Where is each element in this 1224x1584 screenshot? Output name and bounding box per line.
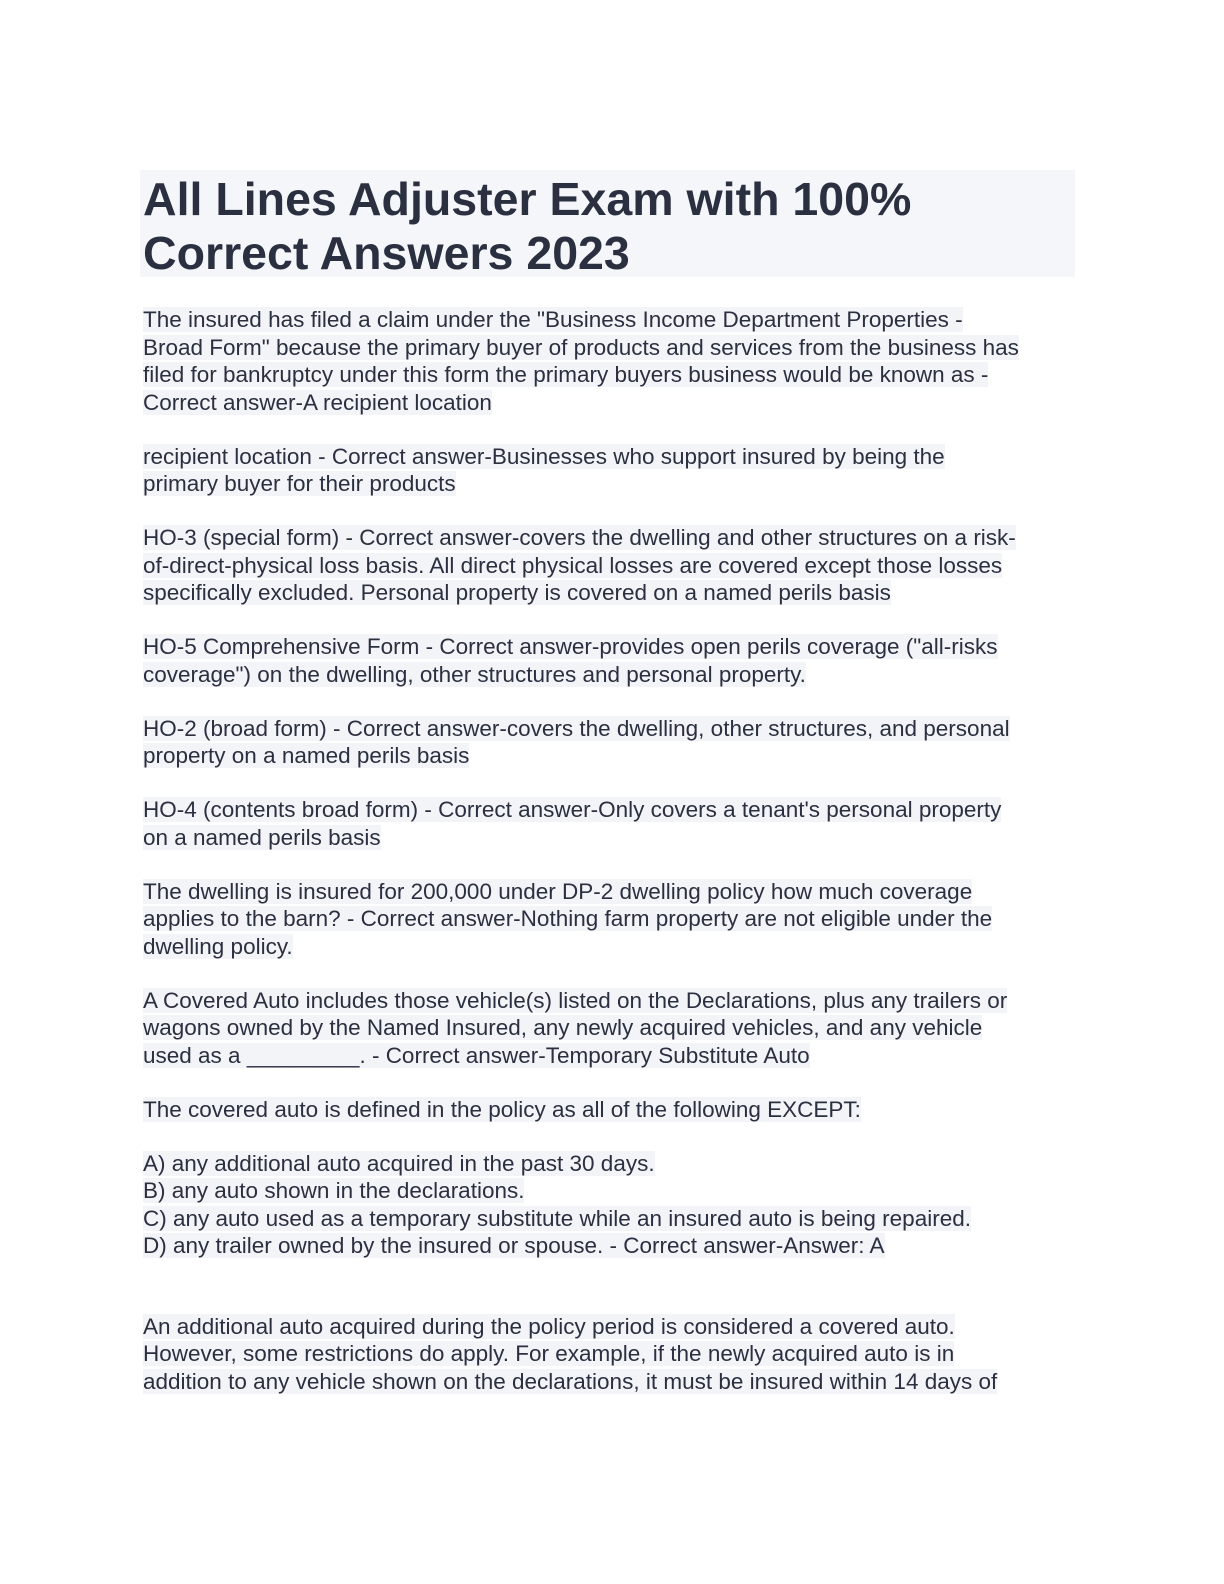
text-line: HO-2 (broad form) - Correct answer-covers the dwelling, other structures, and personal <box>143 715 1010 741</box>
text-line: applies to the barn? - Correct answer-Nothing farm property are not eligible under the <box>143 906 993 931</box>
title-line: Correct Answers 2023 <box>143 227 630 279</box>
text-line: recipient location - Correct answer-Businesses who support insured by being the <box>143 443 945 469</box>
option-d: D) any trailer owned by the insured or spouse. - Correct answer-Answer: A <box>143 1233 885 1258</box>
text-line: HO-5 Comprehensive Form - Correct answer-provides open perils coverage ("all-risks <box>143 634 998 659</box>
qa-paragraph-ho3 <box>143 524 1075 607</box>
qa-paragraph-business-income <box>143 306 1075 416</box>
title-block <box>140 170 1075 277</box>
title-line: All Lines Adjuster Exam with 100% <box>143 173 912 225</box>
text-line: HO-4 (contents broad form) - Correct answer-Only covers a tenant's personal property <box>143 797 1002 822</box>
text-line: specifically excluded. Personal property is covered on a named perils basis <box>143 580 891 605</box>
qa-paragraph-recipient-location <box>143 443 1075 498</box>
qa-paragraph-covered-auto <box>143 987 1075 1070</box>
text-line: An additional auto acquired during the policy period is considered a covered auto. <box>143 1313 955 1339</box>
option-c: C) any auto used as a temporary substitute while an insured auto is being repaired. <box>143 1205 971 1231</box>
text-line: primary buyer for their products <box>143 471 456 496</box>
text-line: dwelling policy. <box>143 933 293 959</box>
qa-paragraph-dp2-barn <box>143 878 1075 961</box>
document-body <box>140 306 1075 1395</box>
option-a: A) any additional auto acquired in the past 30 days. <box>143 1150 655 1176</box>
text-line: coverage") on the dwelling, other structures and personal property. <box>143 661 806 687</box>
text-line: A Covered Auto includes those vehicle(s) listed on the Declarations, plus any trailers or <box>143 987 1008 1013</box>
text-line: on a named perils basis <box>143 824 381 850</box>
qa-paragraph-ho2 <box>143 715 1075 770</box>
text-line: wagons owned by the Named Insured, any newly acquired vehicles, and any vehicle <box>143 1015 983 1040</box>
qa-paragraph-ho5 <box>143 633 1075 688</box>
explanation-paragraph <box>143 1313 1075 1396</box>
text-line: used as a _________. - Correct answer-Temporary Substitute Auto <box>143 1042 810 1068</box>
text-line: Broad Form" because the primary buyer of products and services from the business has <box>143 334 1019 360</box>
document-page <box>140 170 1075 1422</box>
text-line: addition to any vehicle shown on the declarations, it must be insured within 14 days of <box>143 1368 998 1394</box>
text-line: property on a named perils basis <box>143 743 470 768</box>
text-line: of-direct-physical loss basis. All direct physical losses are covered except those losses <box>143 552 1003 578</box>
question-covered-auto-except <box>143 1096 1075 1124</box>
text-line: filed for bankruptcy under this form the primary buyers business would be known as - <box>143 362 989 387</box>
text-line: The covered auto is defined in the policy as all of the following EXCEPT: <box>143 1096 861 1122</box>
qa-paragraph-ho4 <box>143 796 1075 851</box>
option-b: B) any auto shown in the declarations. <box>143 1178 525 1203</box>
answer-options <box>143 1150 1075 1260</box>
text-line: However, some restrictions do apply. For example, if the newly acquired auto is in <box>143 1341 955 1366</box>
text-line: The dwelling is insured for 200,000 under DP-2 dwelling policy how much coverage <box>143 878 973 904</box>
document-title <box>143 172 1075 280</box>
text-line: HO-3 (special form) - Correct answer-covers the dwelling and other structures on a risk- <box>143 525 1016 550</box>
text-line: The insured has filed a claim under the "Business Income Department Properties - <box>143 307 963 332</box>
text-line: Correct answer-A recipient location <box>143 389 492 415</box>
